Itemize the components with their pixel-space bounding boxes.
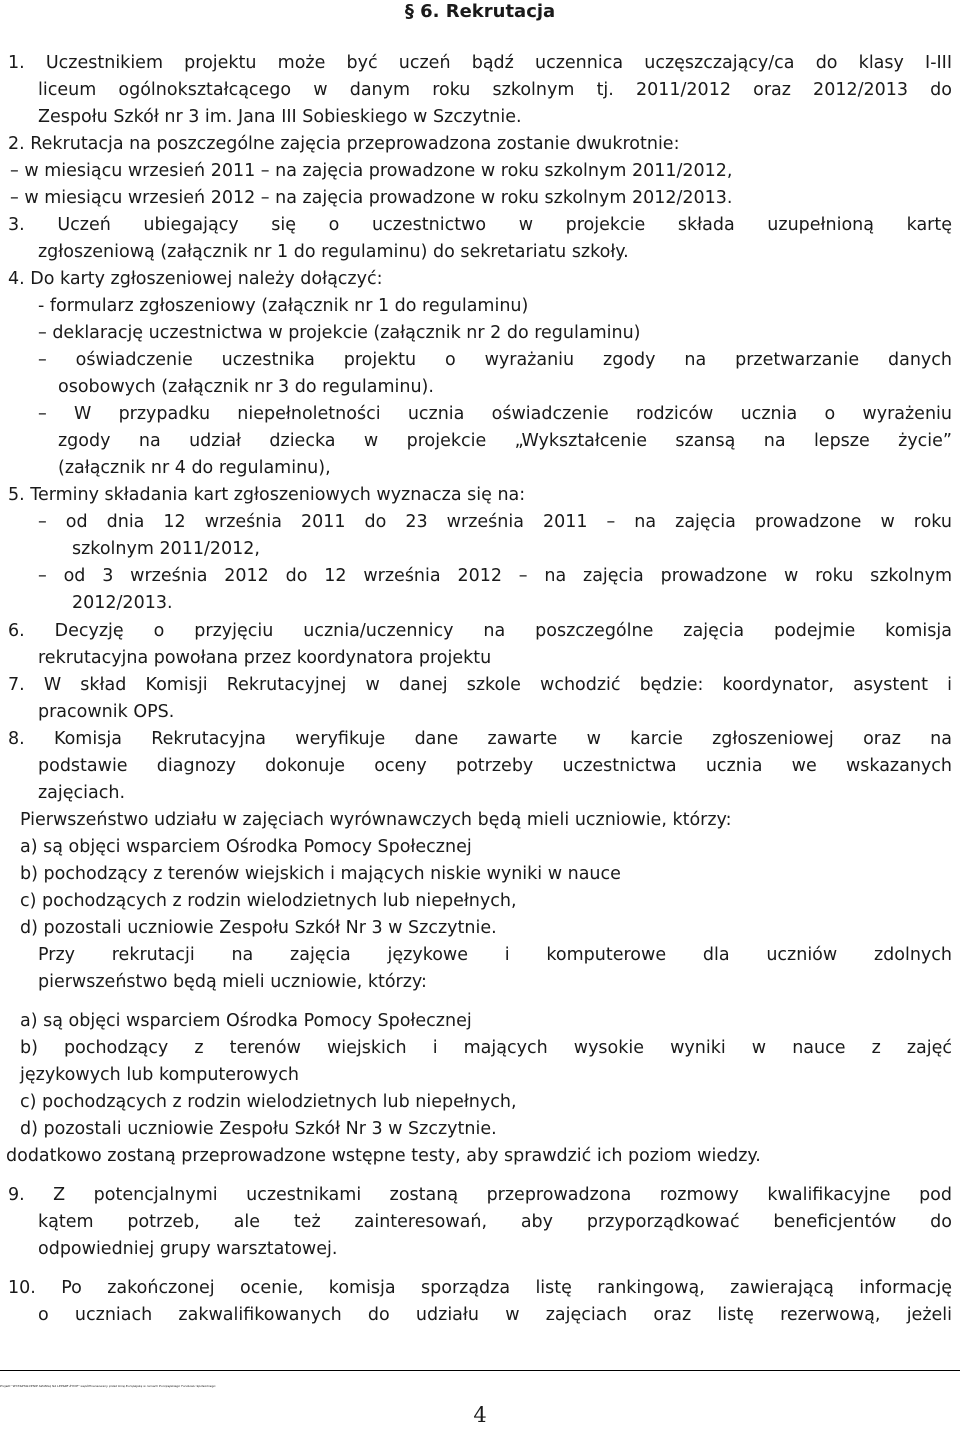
text-line: a) są objęci wsparciem Ośrodka Pomocy Społecznej: [20, 1011, 472, 1031]
text-line: 3. Uczeń ubiegający się o uczestnictwo w projekcie składa uzupełnioną kartę: [8, 215, 952, 235]
text-line: 1. Uczestnikiem projektu może być uczeń bądź uczennica uczęszczający/ca do klasy I-III: [8, 53, 952, 73]
text-line: 10. Po zakończonej ocenie, komisja sporządza listę rankingową, zawierającą informację: [8, 1278, 952, 1298]
text-line: - formularz zgłoszeniowy (załącznik nr 1 do regulaminu): [38, 296, 529, 316]
text-line: Pierwszeństwo udziału w zajęciach wyrównawczych będą mieli uczniowie, którzy:: [20, 810, 732, 830]
text-line: kątem potrzeb, ale też zainteresowań, aby przyporządkować beneficjentów do: [38, 1212, 952, 1232]
text-line: osobowych (załącznik nr 3 do regulaminu).: [58, 377, 434, 397]
footer-divider: [0, 1370, 960, 1371]
text-line: 2. Rekrutacja na poszczególne zajęcia przeprowadzona zostanie dwukrotnie:: [8, 134, 680, 154]
text-line: liceum ogólnokształcącego w danym roku szkolnym tj. 2011/2012 oraz 2012/2013 do: [38, 80, 952, 100]
text-line: 5. Terminy składania kart zgłoszeniowych wyznacza się na:: [8, 485, 526, 505]
text-line: – oświadczenie uczestnika projektu o wyrażaniu zgody na przetwarzanie danych: [38, 350, 952, 370]
text-line: dodatkowo zostaną przeprowadzone wstępne testy, aby sprawdzić ich poziom wiedzy.: [6, 1146, 761, 1166]
text-line: – w miesiącu wrzesień 2012 – na zajęcia prowadzone w roku szkolnym 2012/2013.: [10, 188, 733, 208]
text-line: – od dnia 12 września 2011 do 23 września 2011 – na zajęcia prowadzone w roku: [38, 512, 952, 532]
text-line: odpowiedniej grupy warsztatowej.: [38, 1239, 338, 1259]
text-line: zgłoszeniową (załącznik nr 1 do regulaminu) do sekretariatu szkoły.: [38, 242, 629, 262]
text-line: o uczniach zakwalifikowanych do udziału w zajęciach oraz listę rezerwową, jeżeli: [38, 1305, 952, 1325]
text-line: c) pochodzących z rodzin wielodzietnych lub niepełnych,: [20, 891, 517, 911]
text-line: d) pozostali uczniowie Zespołu Szkół Nr 3 w Szczytnie.: [20, 1119, 497, 1139]
text-line: zgody na udział dziecka w projekcie „Wykształcenie szansą na lepsze życie”: [58, 431, 952, 451]
text-line: Zespołu Szkół nr 3 im. Jana III Sobieskiego w Szczytnie.: [38, 107, 522, 127]
section-heading: § 6. Rekrutacja: [404, 1, 556, 22]
text-line: (załącznik nr 4 do regulaminu),: [58, 458, 331, 478]
text-line: – W przypadku niepełnoletności ucznia oświadczenie rodziców ucznia o wyrażeniu: [38, 404, 952, 424]
text-line: 4. Do karty zgłoszeniowej należy dołączyć:: [8, 269, 383, 289]
text-line: językowych lub komputerowych: [20, 1065, 299, 1085]
text-line: Przy rekrutacji na zajęcia językowe i komputerowe dla uczniów zdolnych: [38, 945, 952, 965]
text-line: b) pochodzący z terenów wiejskich i mających niskie wyniki w nauce: [20, 864, 621, 884]
text-line: d) pozostali uczniowie Zespołu Szkół Nr 3 w Szczytnie.: [20, 918, 497, 938]
text-line: – w miesiącu wrzesień 2011 – na zajęcia prowadzone w roku szkolnym 2011/2012,: [10, 161, 733, 181]
text-line: pracownik OPS.: [38, 702, 175, 722]
text-line: – od 3 września 2012 do 12 września 2012 – na zajęcia prowadzone w roku szkolnym: [38, 566, 952, 586]
text-line: szkolnym 2011/2012,: [72, 539, 260, 559]
text-line: 7. W skład Komisji Rekrutacyjnej w danej szkole wchodzić będzie: koordynator, asystent i: [8, 675, 952, 695]
text-line: 8. Komisja Rekrutacyjna weryfikuje dane zawarte w karcie zgłoszeniowej oraz na: [8, 729, 952, 749]
text-line: zajęciach.: [38, 783, 126, 803]
text-line: b) pochodzący z terenów wiejskich i mających wysokie wyniki w nauce z zajęć: [20, 1038, 952, 1058]
footer-text: Projekt "WYKSZTAŁCENIE SZANSĄ NA LEPSZE ŻYCIE" współfinansowany przez Unię Europejską w ramach Europejskiego Funduszu Społecznego: [0, 1384, 216, 1388]
text-line: c) pochodzących z rodzin wielodzietnych lub niepełnych,: [20, 1092, 517, 1112]
text-line: pierwszeństwo będą mieli uczniowie, którzy:: [38, 972, 427, 992]
text-line: 9. Z potencjalnymi uczestnikami zostaną przeprowadzona rozmowy kwalifikacyjne pod: [8, 1185, 952, 1205]
text-line: rekrutacyjna powołana przez koordynatora projektu: [38, 648, 492, 668]
text-line: 2012/2013.: [72, 593, 173, 613]
text-line: 6. Decyzję o przyjęciu ucznia/uczennicy na poszczególne zajęcia podejmie komisja: [8, 621, 952, 641]
text-line: a) są objęci wsparciem Ośrodka Pomocy Społecznej: [20, 837, 472, 857]
text-line: – deklarację uczestnictwa w projekcie (załącznik nr 2 do regulaminu): [38, 323, 641, 343]
text-line: podstawie diagnozy dokonuje oceny potrzeby uczestnictwa ucznia we wskazanych: [38, 756, 952, 776]
page-number: 4: [473, 1403, 487, 1427]
